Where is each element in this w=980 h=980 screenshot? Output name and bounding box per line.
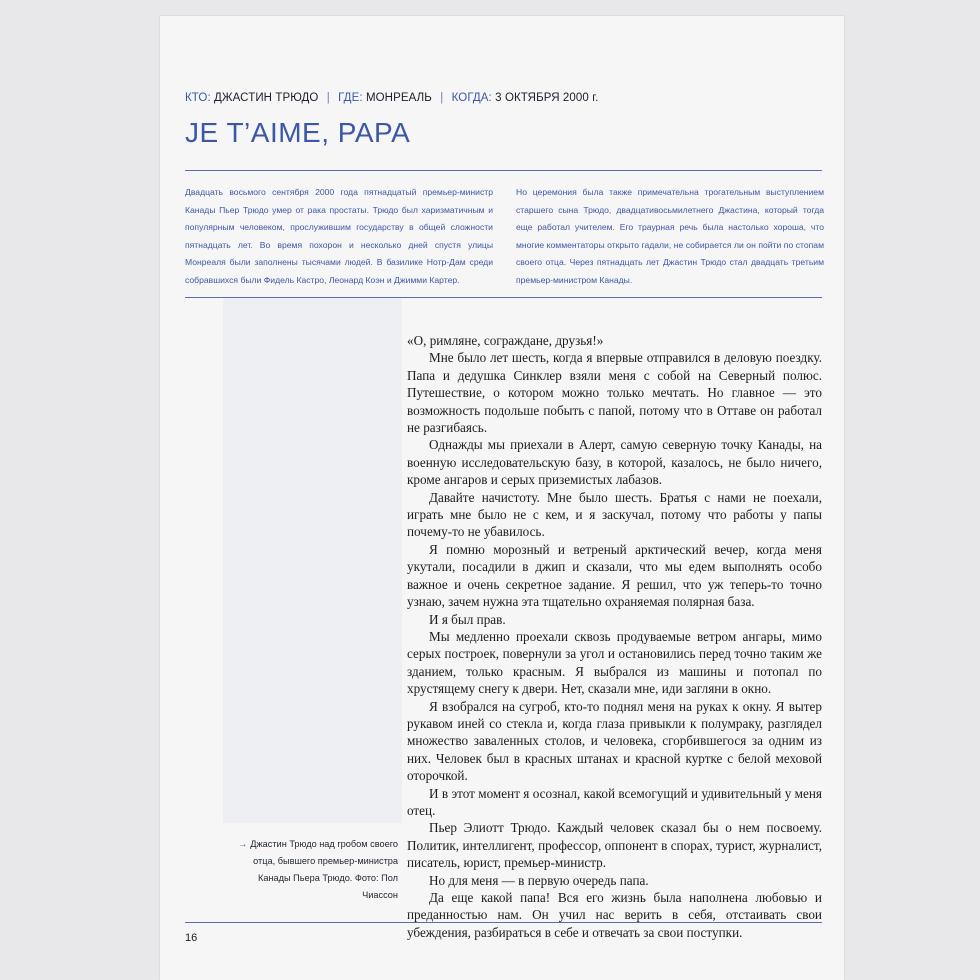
divider: [185, 297, 822, 298]
when-value: 3 ОКТЯБРЯ 2000 г.: [495, 92, 599, 104]
paragraph: Но для меня — в первую очередь папа.: [429, 872, 649, 888]
paragraph: И я был прав.: [429, 611, 506, 627]
where-label: ГДЕ:: [338, 92, 363, 104]
paragraph: Мы медленно проехали сквозь продуваемые ветром ангары, мимо серых построек, повернули за угол и остановились перед точно таким же зданием, только красным. Я выбрался из машины и потопал по хрустящему снегу к двери. Нет, сказали мне, иди загляни в окно.: [407, 628, 822, 697]
paragraph: И в этот момент я осознал, какой всемогущий и удивительный у меня отец.: [407, 785, 822, 818]
arrow-right-icon: →: [238, 839, 248, 849]
paragraph: Мне было лет шесть, когда я впервые отправился в деловую поездку. Папа и дедушка Синклер взяли меня с собой на Северный полюс. Путешествие, о котором можно только мечтать. Но главное — это возможность подольше побыть с папой, потому что в Оттаве он работал не разгибаясь.: [407, 350, 822, 436]
separator: |: [440, 92, 444, 104]
page-number: 16: [185, 932, 198, 944]
paragraph: Однажды мы приехали в Алерт, самую северную точку Канады, на военную исследовательскую базу, в которой, казалось, не было ничего, кроме ангаров и серых приземистых лабазов.: [407, 437, 822, 488]
photo-caption: [226, 836, 398, 904]
divider: [185, 170, 822, 171]
paragraph: Да еще какой папа! Вся его жизнь была наполнена любовью и преданностью нам. Он учил нас верить в себя, отстаивать свои убеждения, разбираться в себе и отвечать за свои поступки.: [407, 890, 822, 940]
who-value: ДЖАСТИН ТРЮДО: [214, 92, 319, 104]
paragraph: Давайте начистоту. Мне было шесть. Братья с нами не поехали, играть мне было не с кем, и я заскучал, потому что работы у папы почему-то не убавилось.: [407, 489, 822, 540]
paragraph: Пьер Элиотт Трюдо. Каждый человек сказал бы о нем посвоему. Политик, интеллигент, профессор, оппонент в спорах, турист, журналист, писатель, юрист, премьер-министр.: [407, 820, 822, 871]
photo-area: [223, 298, 402, 823]
page-title: JE T’AIME, PAPA: [185, 117, 411, 148]
intro-left-column: Двадцать восьмого сентября 2000 года пятнадцатый премьер-министр Канады Пьер Трюдо умер от рака простаты. Трюдо был харизматичным и популярным человеком, прослужившим государству в общей сложности пятнадцать лет. Во время похорон и несколько дней спустя улицы Монреаля были заполнены тысячами людей. В базилике Нотр-Дам среди собравшихся были Фидель Кастро, Леонард Коэн и Джимми Картер.: [185, 187, 493, 285]
separator: |: [326, 92, 330, 104]
intro-right-column: Но церемония была также примечательна трогательным выступлением старшего сына Трюдо, двадцативосьмилетнего Джастина, который тогда еще работал учителем. Его траурная речь была настолько хороша, что многие комментаторы открыто гадали, не собирается ли он пойти по стопам своего отца. Через пятнадцать лет Джастин Трюдо стал двадцать третьим премьер-министром Канады.: [516, 187, 824, 285]
who-label: КТО:: [185, 92, 211, 104]
paragraph: Я взобрался на сугроб, кто-то поднял меня на руках к окну. Я вытер рукавом иней со стекла и, когда глаза привыкли к полумраку, разглядел множество заваленных столов, и человека, сгорбившегося за одним из них. Человек был в красных штанах и красной куртке с белой меховой оторочкой.: [407, 698, 822, 784]
divider: [185, 922, 822, 923]
where-value: МОНРЕАЛЬ: [365, 92, 432, 104]
caption-text: Джастин Трюдо над гробом своего отца, бывшего премьер-министра Канады Пьера Трюдо. Фото: Пол Чиассон: [250, 839, 398, 900]
when-label: КОГДА:: [451, 92, 492, 104]
paragraph: Я помню морозный и ветреный арктический вечер, когда меня укутали, посадили в джип и сказали, что мы едем выполнять особо важное и очень секретное задание. Я решил, что уж теперь-то точно узнаю, зачем нужна эта тщательно охраняемая полярная база.: [407, 541, 822, 610]
meta-line: [185, 92, 805, 104]
speech-text: [407, 332, 822, 941]
paragraph: «О, римляне, сограждане, друзья!»: [407, 333, 604, 348]
